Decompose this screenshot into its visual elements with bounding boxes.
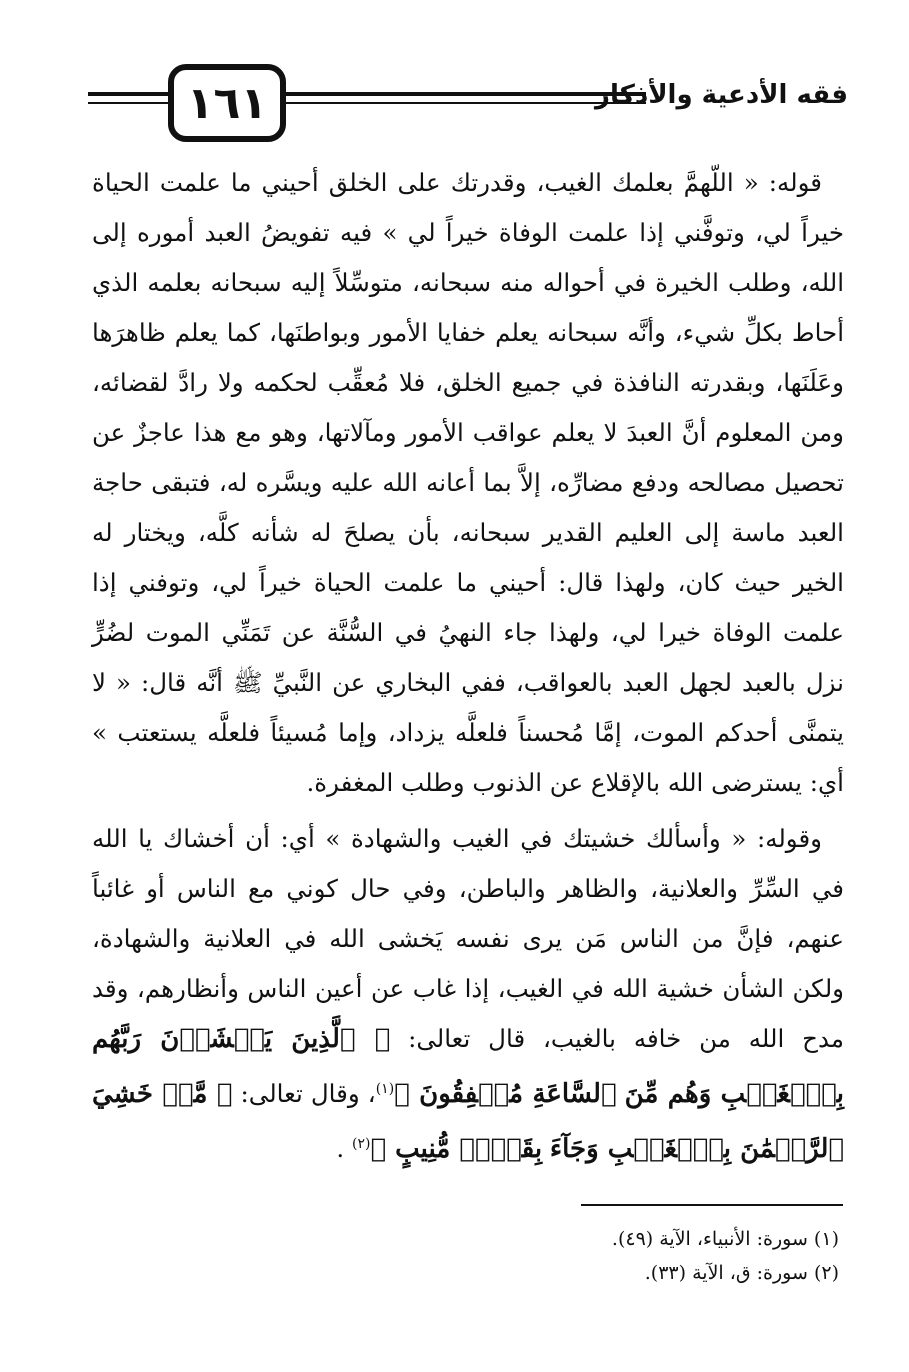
text-line: الشأن خشية الله في الغيب، إذا غاب عن أعين الناس وأنظارهم، وقد مدح bbox=[92, 974, 844, 1053]
text-line: الحياة خيراً لي، وتوفَّني إذا علمت الوفاة خيراً لي » فيه تفويضُ العبد أموره bbox=[92, 168, 844, 247]
header-rule-left-thin bbox=[88, 102, 168, 104]
text-line: عاجزٌ عن تحصيل مصالحه ودفع مضارِّه، إلاَّ بما أعانه الله عليه ويسَّره له، bbox=[92, 418, 845, 497]
text-connector: ، وقال تعالى: bbox=[240, 1079, 376, 1109]
header-rule-right-thin bbox=[286, 102, 646, 104]
footnote-ref-1: (١) bbox=[375, 1081, 395, 1097]
footnote-divider bbox=[581, 1204, 843, 1206]
footnote-1: (١) سورة: الأنبياء، الآية (٤٩). bbox=[611, 1228, 839, 1250]
text-line: عنهم، فإنَّ من الناس مَن يرى نفسه يَخشى الله في العلانية والشهادة، ولكن bbox=[92, 924, 844, 1003]
text-line: فتبقى حاجة العبد ماسة إلى العليم القدير سبحانه، بأن يصلحَ له شأنه كلَّه، bbox=[92, 468, 844, 547]
page-number: ١٦١ bbox=[168, 64, 286, 142]
hadith-quote: « لا يتمنَّى أحدكم الموت، إمَّا مُحسناً فلعلَّه يزداد، وإما مُسيئاً فلعلَّه يستعتب » bbox=[92, 668, 844, 747]
quran-verse-1: ﴿ ٱلَّذِينَ يَخۡشَوۡنَ رَبَّهُم بِٱلۡغَيۡبِ وَهُم مِّنَ bbox=[92, 1024, 844, 1110]
paragraph-2 bbox=[92, 814, 844, 1174]
header-rule-right bbox=[286, 92, 646, 96]
footnote-ref-2: (٢) bbox=[351, 1136, 371, 1153]
text-line: قوله: « اللّهمَّ بعلمك الغيب، وقدرتك على الخلق أحيني ما علمت bbox=[159, 168, 822, 197]
main-text bbox=[92, 152, 844, 1174]
text-line: وتوفني إذا علمت الوفاة خيرا لي، ولهذا جاء النهيُ في السُّنَّة عن تَمَنِّي الموت bbox=[92, 568, 844, 647]
header-rule-left bbox=[88, 92, 168, 96]
text-line: الله من خافه بالغيب، قال تعالى: bbox=[408, 1024, 785, 1053]
book-title: فقه الأدعية والأذكار bbox=[595, 80, 848, 110]
footnotes bbox=[239, 1222, 839, 1290]
text-line: أي: يسترضى الله بالإقلاع عن الذنوب وطلب المغفرة. bbox=[306, 768, 844, 797]
text-line: وقوله: « وأسألك خشيتك في الغيب والشهادة » أي: أن أخشاك يا الله bbox=[92, 824, 822, 853]
text-line: ويختار له الخير حيث كان، ولهذا قال: أحيني ما علمت الحياة خيراً لي، bbox=[92, 518, 844, 597]
page-header bbox=[88, 60, 848, 150]
text-line: في السِّرِّ والعلانية، والظاهر والباطن، وفي حال كوني مع الناس أو غائباً bbox=[92, 874, 844, 903]
text-line: إلى الله، وطلب الخيرة في أحواله منه سبحانه، متوسِّلاً إليه سبحانه بعلمه bbox=[92, 218, 844, 297]
quran-verse-2: ﴿ مَّنۡ خَشِيَ ٱلرَّحۡمَٰنَ بِٱلۡغَيۡبِ وَجَآءَ bbox=[92, 1079, 844, 1165]
text-end: . bbox=[336, 1134, 352, 1164]
text-line: لقضائه، ومن المعلوم أنَّ العبدَ لا يعلم عواقب الأمور ومآلاتها، وهو مع هذا bbox=[92, 368, 844, 447]
text-line: ظاهرَها وعَلَنَها، وبقدرته النافذة في جميع الخلق، فلا مُعقِّب لحكمه ولا رادَّ bbox=[92, 318, 844, 397]
quran-verse-1-end: ٱلسَّاعَةِ مُشۡفِقُونَ ﴾ bbox=[394, 1079, 617, 1110]
text-line: لضُرٍّ نزل بالعبد لجهل العبد بالعواقب، ففي البخاري عن النَّبيِّ ﷺ أنَّه قال: bbox=[92, 618, 844, 697]
text-line: الذي أحاط بكلِّ شيء، وأنَّه سبحانه يعلم خفايا الأمور وبواطنَها، كما يعلم bbox=[92, 268, 845, 347]
quran-verse-2-end: بِقَلۡبٖ مُّنِيبٍ ﴾ bbox=[370, 1134, 543, 1165]
paragraph-1 bbox=[92, 158, 844, 808]
footnote-2: (٢) سورة: ق، الآية (٣٣). bbox=[644, 1262, 839, 1284]
